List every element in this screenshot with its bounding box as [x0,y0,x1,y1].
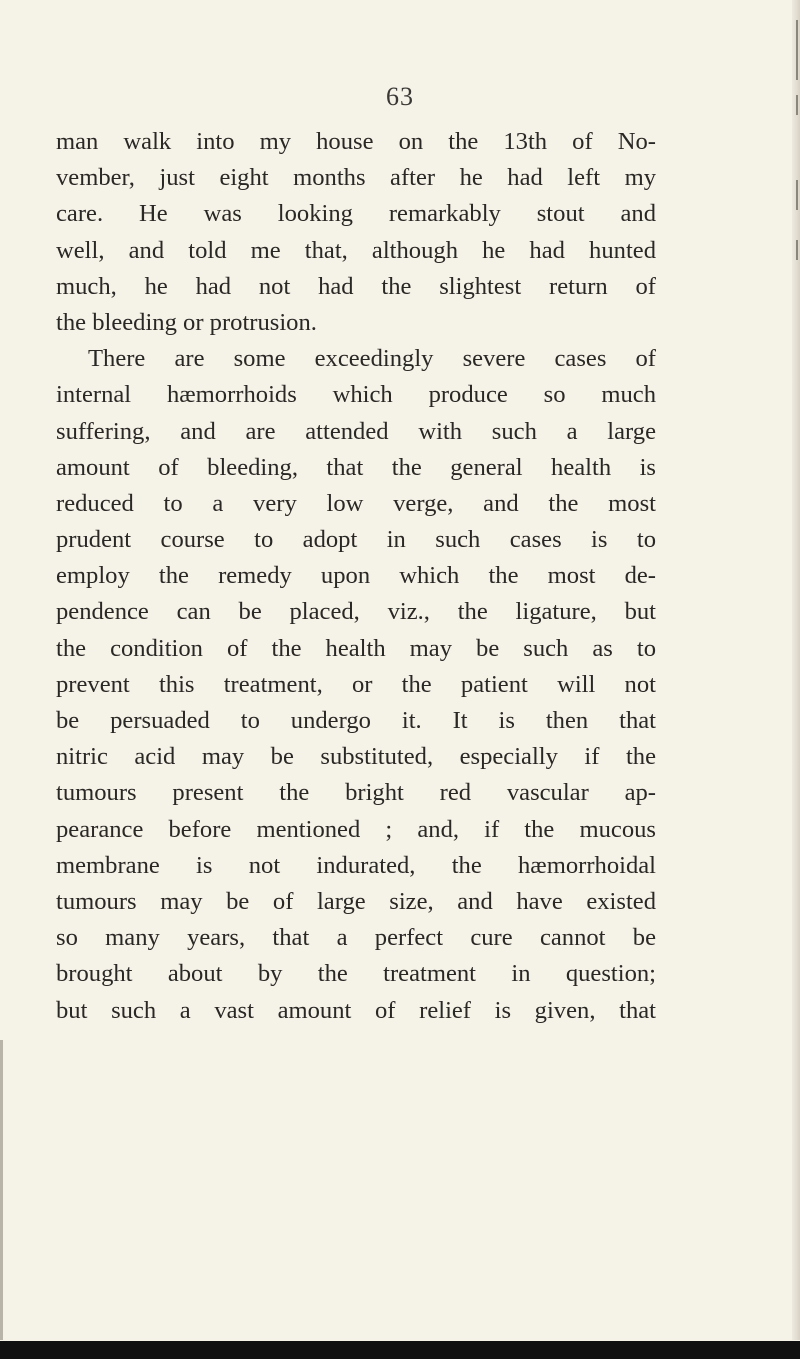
text-line: employ the remedy upon which the most de- [56,562,656,590]
text-line: the bleeding or protrusion. [56,308,317,336]
page-number: 63 [386,82,414,111]
text-line: prudent course to adopt in such cases is to [56,526,656,554]
text-line: but such a vast amount of relief is given, that [56,996,656,1024]
scan-bottom-edge [0,1341,800,1359]
text-line: be persuaded to undergo it. It is then that [56,707,656,734]
text-line: so many years, that a perfect cure cannot be [56,924,656,952]
text-line: vember, just eight months after he had left my [56,164,656,192]
text-line: pendence can be placed, viz., the ligature, but [56,598,656,626]
text-line: well, and told me that, although he had hunted [56,236,656,264]
scan-edge-mark [796,95,798,115]
text-line: much, he had not had the slightest return of [56,272,656,300]
text-line: There are some exceedingly severe cases of [88,345,656,373]
text-line: tumours present the bright red vascular ap- [56,779,656,807]
scan-edge-mark [796,240,798,260]
text-line: amount of bleeding, that the general health is [56,453,656,481]
text-line: man walk into my house on the 13th of No- [56,128,656,155]
text-line: suffering, and are attended with such a large [56,417,656,445]
text-line: tumours may be of large size, and have existed [56,887,656,915]
text-line: pearance before mentioned ; and, if the mucous [56,815,656,843]
text-line: brought about by the treatment in question; [56,960,656,988]
text-line: membrane is not indurated, the hæmorrhoidal [56,851,656,879]
text-line: internal hæmorrhoids which produce so much [56,381,656,409]
scan-left-edge [0,1040,3,1340]
page-body-text [56,124,656,1029]
text-line: nitric acid may be substituted, especially if the [56,743,656,771]
scan-edge-mark [796,180,798,210]
text-line: care. He was looking remarkably stout and [56,200,656,228]
scan-edge-mark [796,20,798,80]
text-line: reduced to a very low verge, and the most [56,489,656,517]
text-line: the condition of the health may be such as to [56,634,656,662]
text-line: prevent this treatment, or the patient will not [56,670,656,698]
